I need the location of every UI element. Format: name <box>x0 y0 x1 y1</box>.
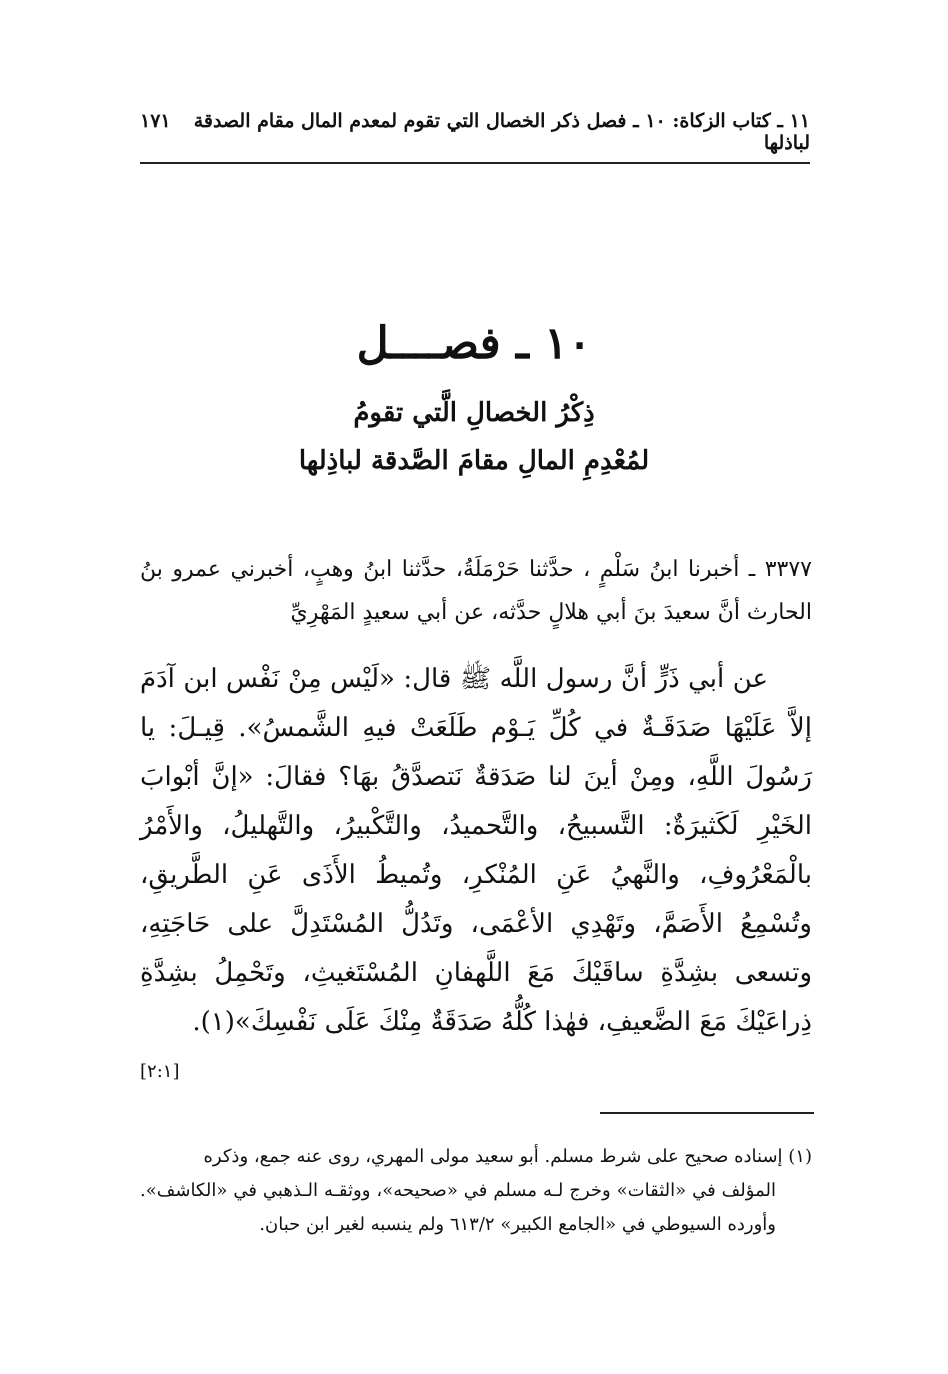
hadith-reference: [٢:١] <box>140 1061 180 1082</box>
header-title: ١١ ـ كتاب الزكاة: ١٠ ـ فصل ذكر الخصال التي تقوم لمعدم المال مقام الصدقة لباذلها <box>193 110 810 154</box>
section-heading: ١٠ ـ فصــــل <box>356 318 592 369</box>
footnote-continuation: المؤلف في «الثقات» وخرج لـه مسلم في «صحيحه»، ووثقـه الـذهبي في «الكاشف». وأورده السيوطي في «الجامع الكبير» ٦١٣/٢ ولم ينسبه لغير ابن حبان. <box>140 1180 776 1235</box>
hadith-reference-row <box>140 1047 812 1096</box>
section-subtitle-line1: ذِكْرُ الخصالِ الَّتي تقومُ <box>353 398 595 428</box>
section-subtitle-line2: لمُعْدِمِ المالِ مقامَ الصَّدقة لباذِلها <box>298 446 650 476</box>
hadith-isnad: ٣٣٧٧ ـ أخبرنا ابنُ سَلْمٍ ، حدَّثنا حَرْمَلَةُ، حدَّثنا ابنُ وهبٍ، أخبرني عمرو بنُ الحارث أنَّ سعيدَ بنَ أبي هلالٍ حدَّثه، عن أبي سعيدٍ المَهْرِيِّ <box>140 557 812 625</box>
hadith-matn-block <box>140 655 812 1096</box>
footnote <box>140 1140 812 1242</box>
running-header <box>140 110 810 164</box>
page-number: ١٧١ <box>140 110 171 132</box>
footnote-line1: (١) إسناده صحيح على شرط مسلم. أبو سعيد مولى المهري، روى عنه جمع، وذكره <box>203 1146 812 1167</box>
hadith-matn: عن أبي ذَرٍّ أنَّ رسول اللَّه ﷺ قال: «لَيْس مِنْ نَفْس ابن آدَمَ إلاَّ عَلَيْهَا صَدَقَـةٌ في كُلِّ يَـوْم طَلَعَتْ فيهِ الشَّمسُ». قِيـلَ: يا رَسُولَ اللَّهِ، ومِنْ أينَ لنا صَدَقةٌ نَتصدَّقُ بهَا؟ فقالَ: «إنَّ أبْوابَ الخَيْرِ لَكَثيرَةٌ: التَّسبيحُ، والتَّحميدُ، والتَّكْبيرُ، والتَّهليلُ، والأَمْرُ بالْمَعْرُوفِ، والنَّهيُ عَنِ المُنْكرِ، وتُميطُ الأَذَى عَنِ الطَّريقِ، وتُسْمِعُ الأَصَمَّ، وتَهْدِي الأعْمَى، وتَدُلُّ المُسْتَدِلَّ على حَاجَتِهِ، وتسعى بشِدَّةِ ساقَيْكَ مَعَ اللَّهفانِ المُسْتَغيثِ، وتَحْمِلُ بشِدَّةِ ذِراعَيْكَ مَعَ الضَّعيفِ، فهٰذا كُلُّهُ صَدَقَةٌ مِنْكَ عَلَى نَفْسِكَ»(١). <box>140 664 812 1037</box>
footnote-divider <box>600 1112 814 1114</box>
